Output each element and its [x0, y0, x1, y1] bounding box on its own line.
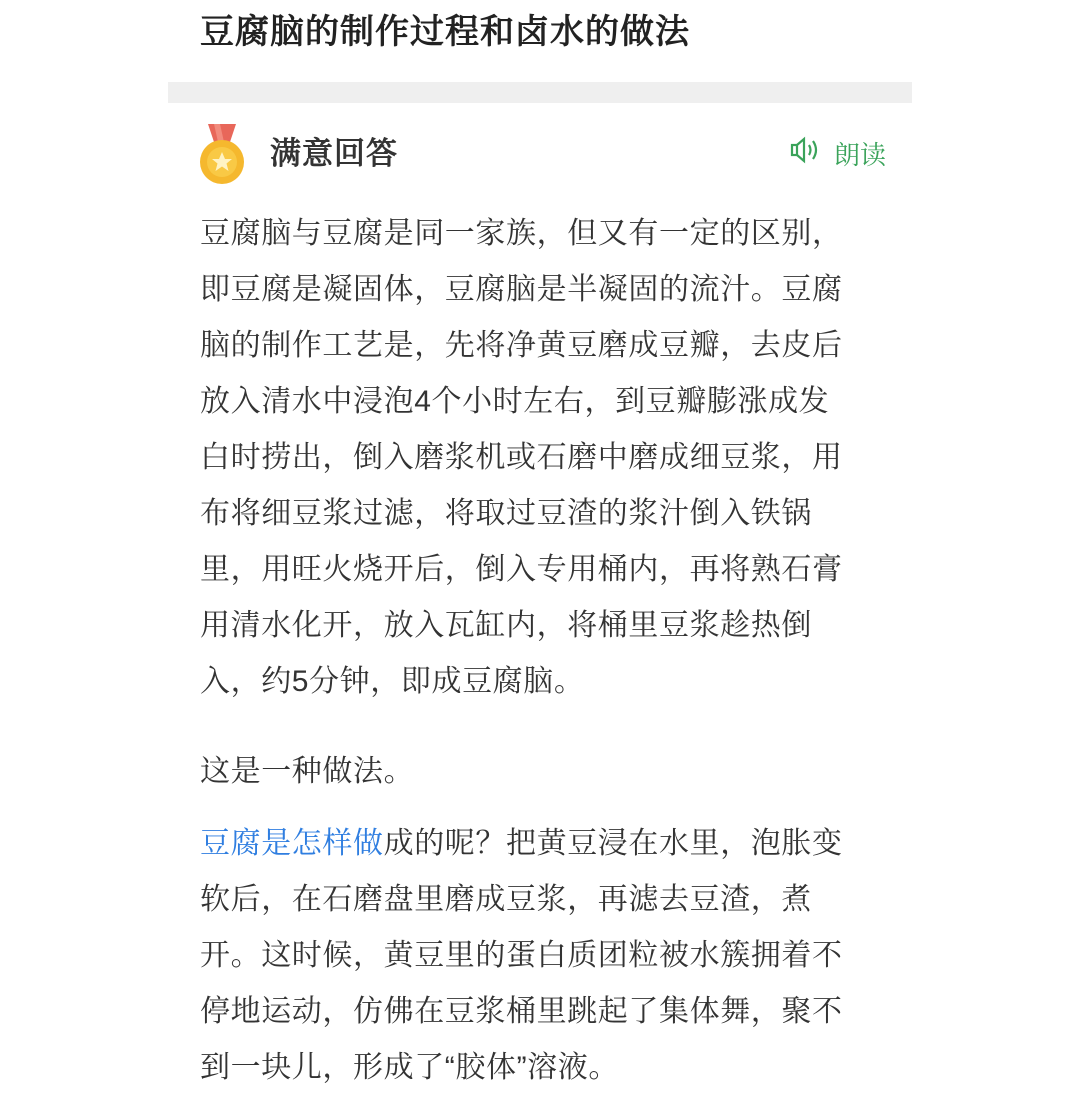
text-line: 入，约5分钟，即成豆腐脑。	[200, 665, 585, 698]
text-segment: 成的呢？把黄豆浸在水里，泡胀变	[383, 827, 843, 860]
gold-medal-icon	[198, 124, 246, 186]
text-line: 豆腐脑与豆腐是同一家族，但又有一定的区别，	[200, 217, 843, 250]
text-line: 布将细豆浆过滤，将取过豆渣的浆汁倒入铁锅	[200, 497, 812, 530]
answer-body	[200, 206, 900, 1096]
paragraph	[200, 744, 900, 800]
section-divider	[168, 82, 912, 103]
read-aloud-button[interactable]	[790, 136, 886, 173]
paragraph	[200, 206, 900, 710]
paragraph	[200, 816, 900, 1096]
text-line: 开。这时候，黄豆里的蛋白质团粒被水簇拥着不	[200, 939, 843, 972]
text-line	[200, 816, 900, 872]
tofu-link[interactable]: 豆腐是怎样做	[200, 827, 384, 860]
text-line: 放入清水中浸泡4个小时左右，到豆瓣膨涨成发	[200, 385, 830, 418]
text-line: 这是一种做法。	[200, 755, 415, 788]
text-line: 停地运动，仿佛在豆浆桶里跳起了集体舞，聚不	[200, 995, 843, 1028]
text-line: 即豆腐是凝固体，豆腐脑是半凝固的流汁。豆腐	[200, 273, 843, 306]
satisfied-answer-label: 满意回答	[270, 136, 398, 171]
text-line: 脑的制作工艺是，先将净黄豆磨成豆瓣，去皮后	[200, 329, 843, 362]
text-line: 里，用旺火烧开后，倒入专用桶内，再将熟石膏	[200, 553, 843, 586]
speaker-icon	[790, 136, 834, 173]
text-line: 用清水化开，放入瓦缸内，将桶里豆浆趁热倒	[200, 609, 812, 642]
text-line: 白时捞出，倒入磨浆机或石磨中磨成细豆浆，用	[200, 441, 843, 474]
text-line: 软后，在石磨盘里磨成豆浆，再滤去豆渣，煮	[200, 883, 812, 916]
text-line: 到一块儿，形成了“胶体”溶液。	[200, 1051, 619, 1084]
page-title: 豆腐脑的制作过程和卤水的做法	[200, 13, 690, 51]
read-aloud-label: 朗读	[834, 139, 887, 170]
